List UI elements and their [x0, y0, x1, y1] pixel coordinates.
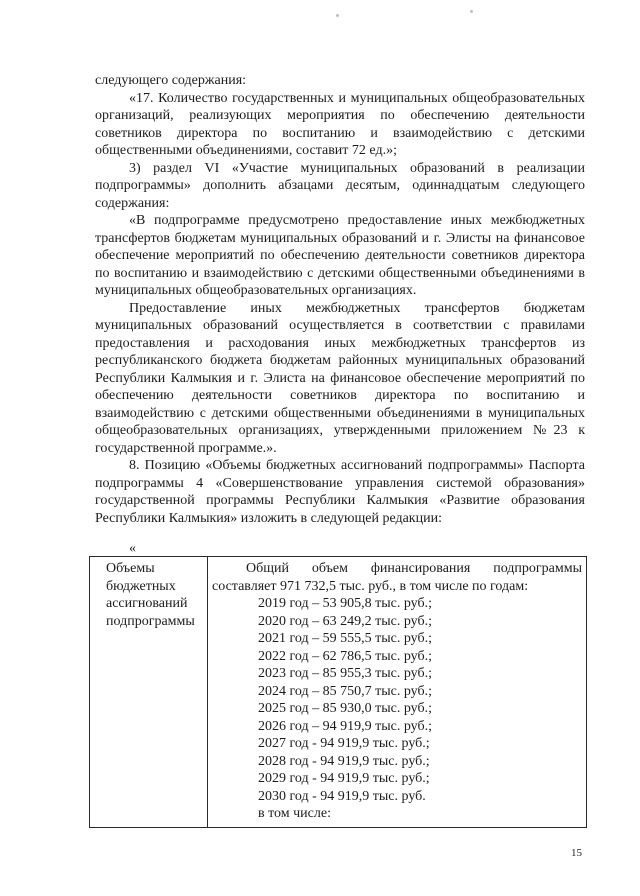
- year-line: 2019 год – 53 905,8 тыс. руб.;: [258, 596, 432, 611]
- scan-artifact: [470, 10, 473, 13]
- year-line: 2027 год - 94 919,9 тыс. руб.;: [258, 736, 430, 751]
- year-line: 2025 год – 85 930,0 тыс. руб.;: [258, 701, 432, 716]
- page-number: 15: [571, 847, 582, 859]
- label-line: Объемы: [106, 561, 155, 576]
- opening-quote: «: [129, 541, 136, 556]
- year-line: 2029 год - 94 919,9 тыс. руб.;: [258, 771, 430, 786]
- year-line: 2030 год - 94 919,9 тыс. руб.: [258, 788, 426, 804]
- paragraph-transfer-rules: Предоставление иных межбюджетных трансфертов бюджетам муниципальных образований осуществляется в соответствии с правилами предоставления и расходования иных межбюджетных трансфертов из республиканского бюджета бюджетам районных муниципальных образований Республики Калмыкия и г. Элиста на финансовое обеспечение мероприятий по обеспечению деятельности советников директора по воспитанию и взаимодействию с детскими общественными объединениями в муниципальных общеобразовательных организациях, утвержденными приложением №23 к государственной программе.».: [95, 300, 585, 456]
- paragraph-section-vi: 3) раздел VI «Участие муниципальных образований в реализации подпрограммы» дополнить абзацами десятым, одиннадцатым следующего содержания:: [95, 160, 585, 211]
- funding-summary: Общий объем финансирования подпрограммы составляет 971 732,5 тыс. руб., в том числе по годам:: [212, 561, 582, 594]
- paragraph-position-8: 8. Позицию «Объемы бюджетных ассигнований подпрограммы» Паспорта подпрограммы 4 «Совершенствование управления системой образования» государственной программы Республики Калмыкия «Развитие образования Республики Калмыкия» изложить в следующей редакции:: [95, 458, 585, 526]
- funding-table: [89, 556, 587, 828]
- funding-tail: в том числе:: [258, 806, 331, 821]
- scan-artifact: [336, 14, 339, 17]
- year-line: 2021 год – 59 555,5 тыс. руб.;: [258, 631, 432, 646]
- label-line: бюджетных: [106, 578, 176, 594]
- table-row: [90, 557, 587, 828]
- paragraph-item-17: «17. Количество государственных и муниципальных общеобразовательных организаций, реализующих мероприятия по обеспечению деятельности советников директора по воспитанию и взаимодействию с детскими общественными объединениями, составит 72 ед.»;: [95, 90, 585, 158]
- label-line: ассигнований: [106, 596, 188, 611]
- label-line: подпрограммы: [106, 613, 195, 629]
- year-line: 2026 год – 94 919,9 тыс. руб.;: [258, 718, 432, 734]
- paragraph-lead: следующего содержания:: [95, 73, 247, 88]
- year-line: 2024 год – 85 750,7 тыс. руб.;: [258, 683, 432, 699]
- year-line: 2023 год – 85 955,3 тыс. руб.;: [258, 666, 432, 681]
- table-value-cell: [208, 557, 587, 828]
- year-line: 2028 год - 94 919,9 тыс. руб.;: [258, 753, 430, 769]
- paragraph-interbudget-transfers: «В подпрограмме предусмотрено предоставление иных межбюджетных трансфертов бюджетам муниципальных образований и г. Элисты на финансовое обеспечение мероприятий по обеспечению деятельности советников директора по воспитанию и взаимодействию с детскими общественными объединениями в муниципальных общеобразовательных организациях.: [95, 213, 585, 298]
- table-label-cell: [90, 557, 208, 828]
- year-line: 2022 год – 62 786,5 тыс. руб.;: [258, 648, 432, 664]
- year-line: 2020 год – 63 249,2 тыс. руб.;: [258, 613, 432, 629]
- body-text: [95, 72, 585, 527]
